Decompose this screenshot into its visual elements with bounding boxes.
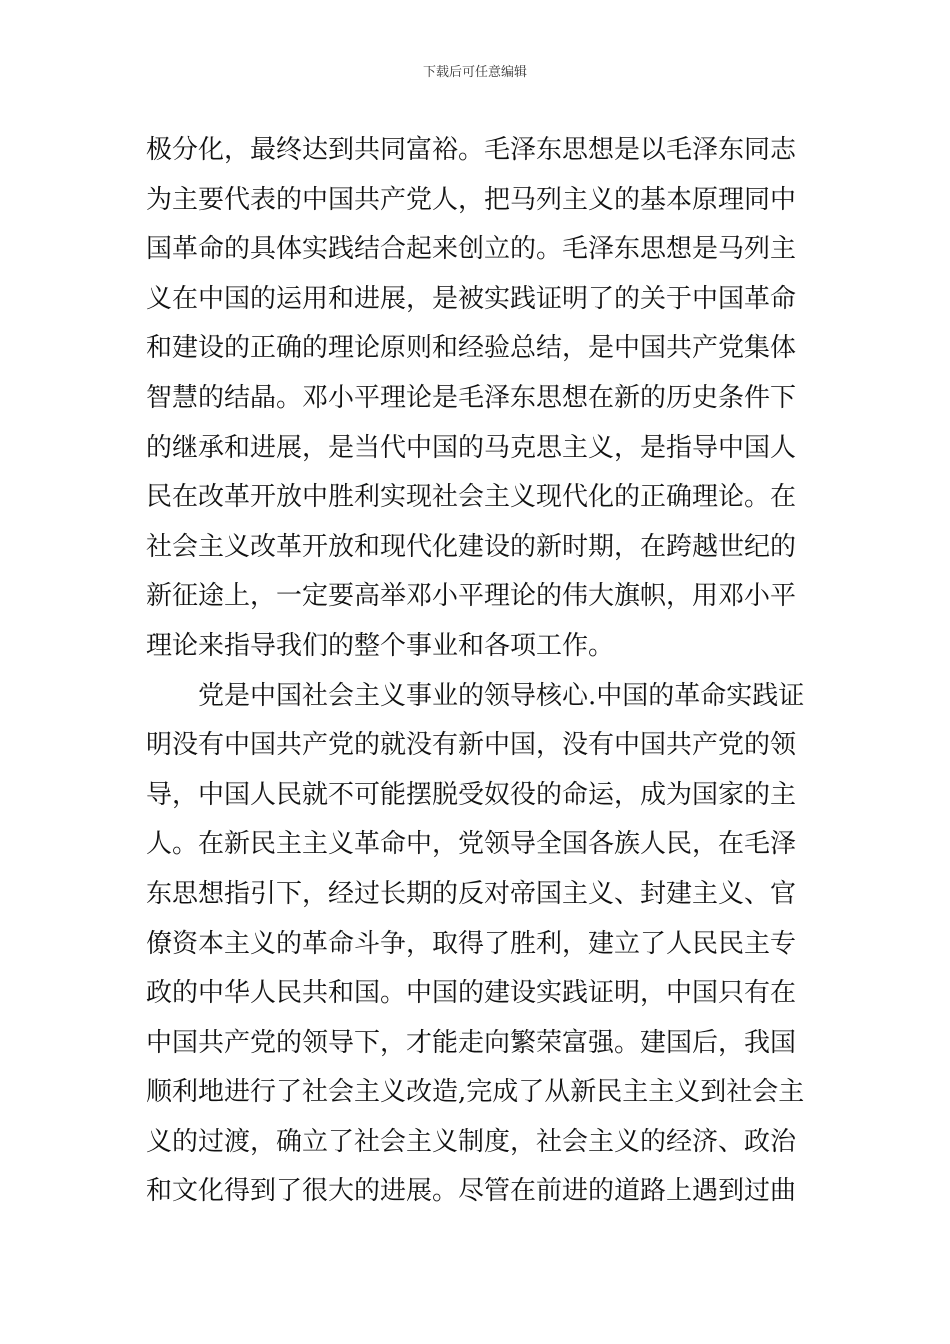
text-line: 为主要代表的中国共产党人，把马列主义的基本原理同中 [146, 184, 797, 215]
text-line: 人。在新民主主义革命中，党领导全国各族人民，在毛泽 [146, 829, 797, 860]
text-line: 义的过渡，确立了社会主义制度，社会主义的经济、政治 [146, 1126, 797, 1157]
text-line: 政的中华人民共和国。中国的建设实践证明，中国只有在 [146, 978, 797, 1009]
text-line: 和建设的正确的理论原则和经验总结，是中国共产党集体 [146, 333, 797, 364]
text-line: 僚资本主义的革命斗争，取得了胜利，建立了人民民主专 [146, 928, 797, 959]
text-line: 新征途上，一定要高举邓小平理论的伟大旗帜，用邓小平 [146, 581, 797, 612]
text-line: 义在中国的运用和进展，是被实践证明了的关于中国革命 [146, 283, 797, 314]
text-line: 中国共产党的领导下，才能走向繁荣富强。建国后，我国 [146, 1027, 797, 1058]
page-header: 下载后可任意编辑 [422, 65, 527, 80]
text-line: 智慧的结晶。邓小平理论是毛泽东思想在新的历史条件下 [146, 382, 797, 413]
text-line: 东思想指引下，经过长期的反对帝国主义、封建主义、官 [146, 878, 797, 909]
text-line: 明没有中国共产党的就没有新中国，没有中国共产党的领 [146, 730, 797, 761]
text-line: 的继承和进展，是当代中国的马克思主义，是指导中国人 [146, 432, 797, 463]
document-body [146, 126, 810, 1217]
text-line: 顺利地进行了社会主义改造,完成了从新民主主义到社会主 [146, 1077, 805, 1108]
text-line: 导，中国人民就不可能摆脱受奴役的命运，成为国家的主 [146, 779, 797, 810]
text-line: 党是中国社会主义事业的领导核心.中国的革命实践证 [146, 680, 805, 711]
text-line: 民在改革开放中胜利实现社会主义现代化的正确理论。在 [146, 482, 797, 513]
text-line: 国革命的具体实践结合起来创立的。毛泽东思想是马列主 [146, 234, 797, 265]
text-line: 极分化，最终达到共同富裕。毛泽东思想是以毛泽东同志 [146, 135, 797, 165]
text-line: 和文化得到了很大的进展。尽管在前进的道路上遇到过曲 [146, 1176, 797, 1207]
text-line: 社会主义改革开放和现代化建设的新时期，在跨越世纪的 [146, 531, 797, 562]
text-line: 理论来指导我们的整个事业和各项工作。 [146, 630, 615, 661]
